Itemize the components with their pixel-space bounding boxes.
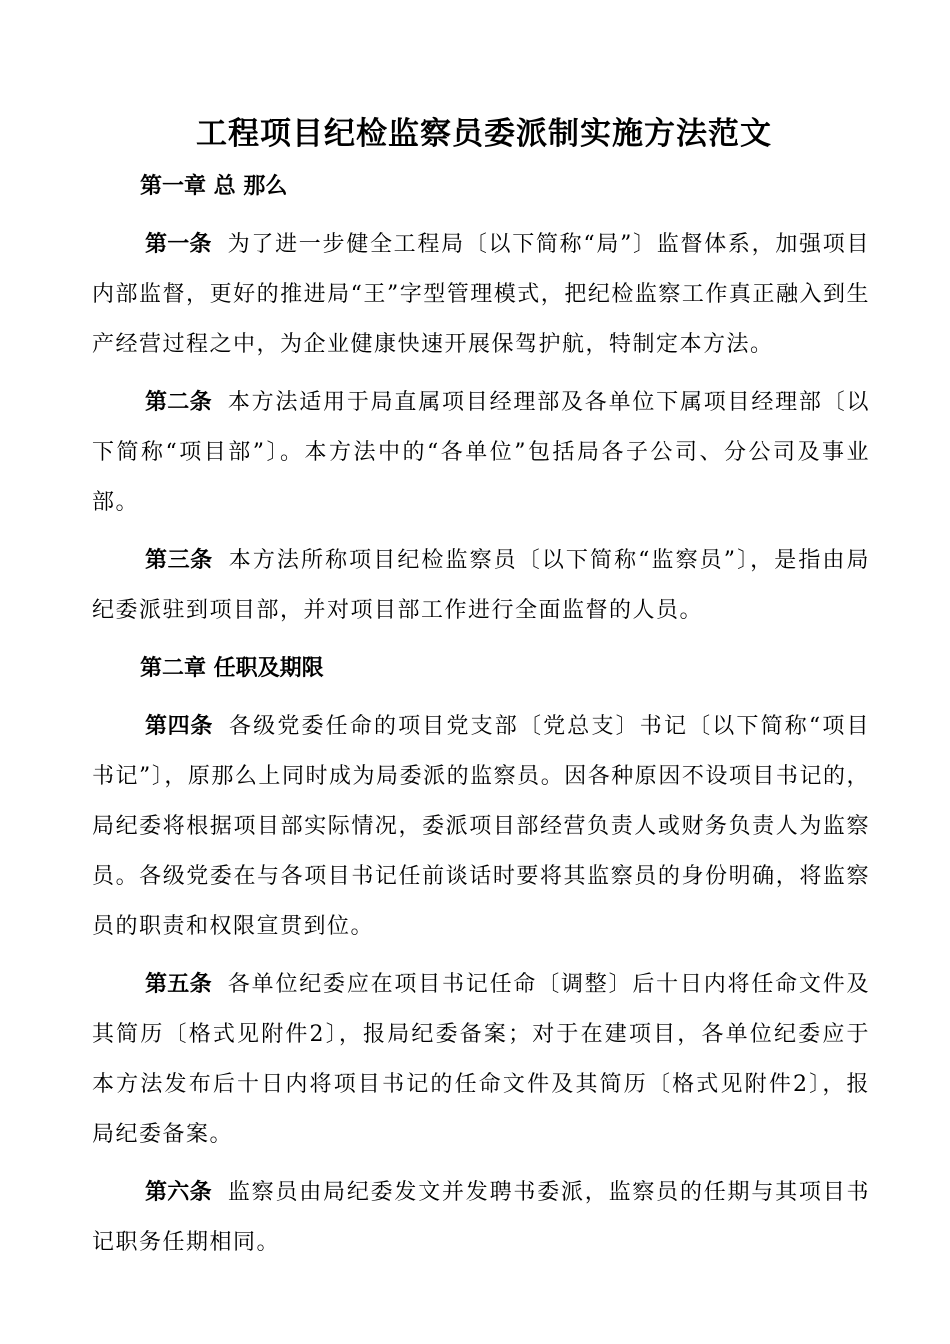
article-text: 各单位纪委应在项目书记任命〔调整〕后十日内将任命文件及其简历〔格式见附件2〕，报局纪委备案；对于在建项目，各单位纪委应于本方法发布后十日内将项目书记的任命文件及其简历〔格式见附件2〕，报局纪委备案。: [92, 972, 870, 1147]
article-text: 各级党委任命的项目党支部〔党总支〕书记〔以下简称“项目书记”〕，原那么上同时成为局委派的监察员。因各种原因不设项目书记的，局纪委将根据项目部实际情况，委派项目部经营负责人或财务负责人为监察员。各级党委在与各项目书记任前谈话时要将其监察员的身份明确，将监察员的职责和权限宣贯到位。: [92, 714, 870, 939]
article-3: [92, 536, 870, 636]
article-5: [92, 960, 870, 1160]
article-label: 第三条: [145, 548, 213, 573]
article-label: 第一条: [145, 232, 212, 257]
article-label: 第六条: [145, 1180, 212, 1205]
article-text: 为了进一步健全工程局〔以下简称“局”〕监督体系，加强项目内部监督，更好的推进局“王”字型管理模式，把纪检监察工作真正融入到生产经营过程之中，为企业健康快速开展保驾护航，特制定本方法。: [92, 232, 870, 357]
document-title: 工程项目纪检监察员委派制实施方法范文: [196, 116, 772, 152]
article-4: [92, 702, 870, 952]
chapter-1: [92, 162, 870, 636]
article-label: 第二条: [145, 390, 212, 415]
article-text: 监察员由局纪委发文并发聘书委派，监察员的任期与其项目书记职务任期相同。: [92, 1180, 870, 1255]
chapter-heading: 第一章 总 那么: [140, 174, 288, 199]
article-1: [92, 220, 870, 370]
article-text: 本方法所称项目纪检监察员〔以下简称“监察员”〕，是指由局纪委派驻到项目部，并对项目部工作进行全面监督的人员。: [92, 548, 870, 623]
article-label: 第五条: [145, 972, 212, 997]
chapter-2: [92, 644, 870, 1268]
article-2: [92, 378, 870, 528]
article-text: 本方法适用于局直属项目经理部及各单位下属项目经理部〔以下简称“项目部”〕。本方法中的“各单位”包括局各子公司、分公司及事业部。: [92, 390, 870, 515]
chapter-heading: 第二章 任职及期限: [140, 656, 324, 681]
article-6: [92, 1168, 870, 1268]
article-label: 第四条: [145, 714, 213, 739]
